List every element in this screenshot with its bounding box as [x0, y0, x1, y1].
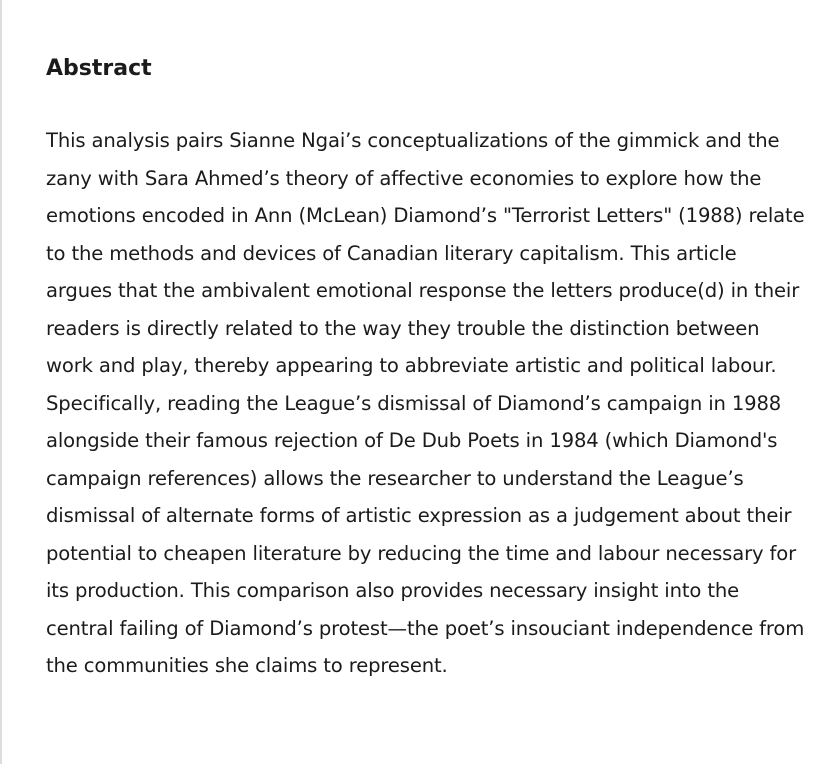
abstract-heading: Abstract [46, 56, 152, 81]
abstract-text: This analysis pairs Sianne Ngai’s conceptualizations of the gimmick and the zany with Sara Ahmed’s theory of affective economies to explore how the emotions encoded in Ann (McLean) Diamond’s "Terrorist Letters" (1988) relate to the methods and devices of Canadian literary capitalism. This article argues that the ambivalent emotional response the letters produce(d) in their readers is directly related to the way they trouble the distinction between work and play, thereby appearing to abbreviate artistic and political labour. Specifically, reading the League’s dismissal of Diamond’s campaign in 1988 alongside their famous rejection of De Dub Poets in 1984 (which Diamond's campaign references) allows the researcher to understand the League’s dismissal of alternate forms of artistic expression as a judgement about their potential to cheapen literature by reducing the time and labour necessary for its production. This comparison also provides necessary insight into the central failing of Diamond’s protest—the poet’s insouciant independence from the communities she claims to represent. [46, 129, 805, 677]
